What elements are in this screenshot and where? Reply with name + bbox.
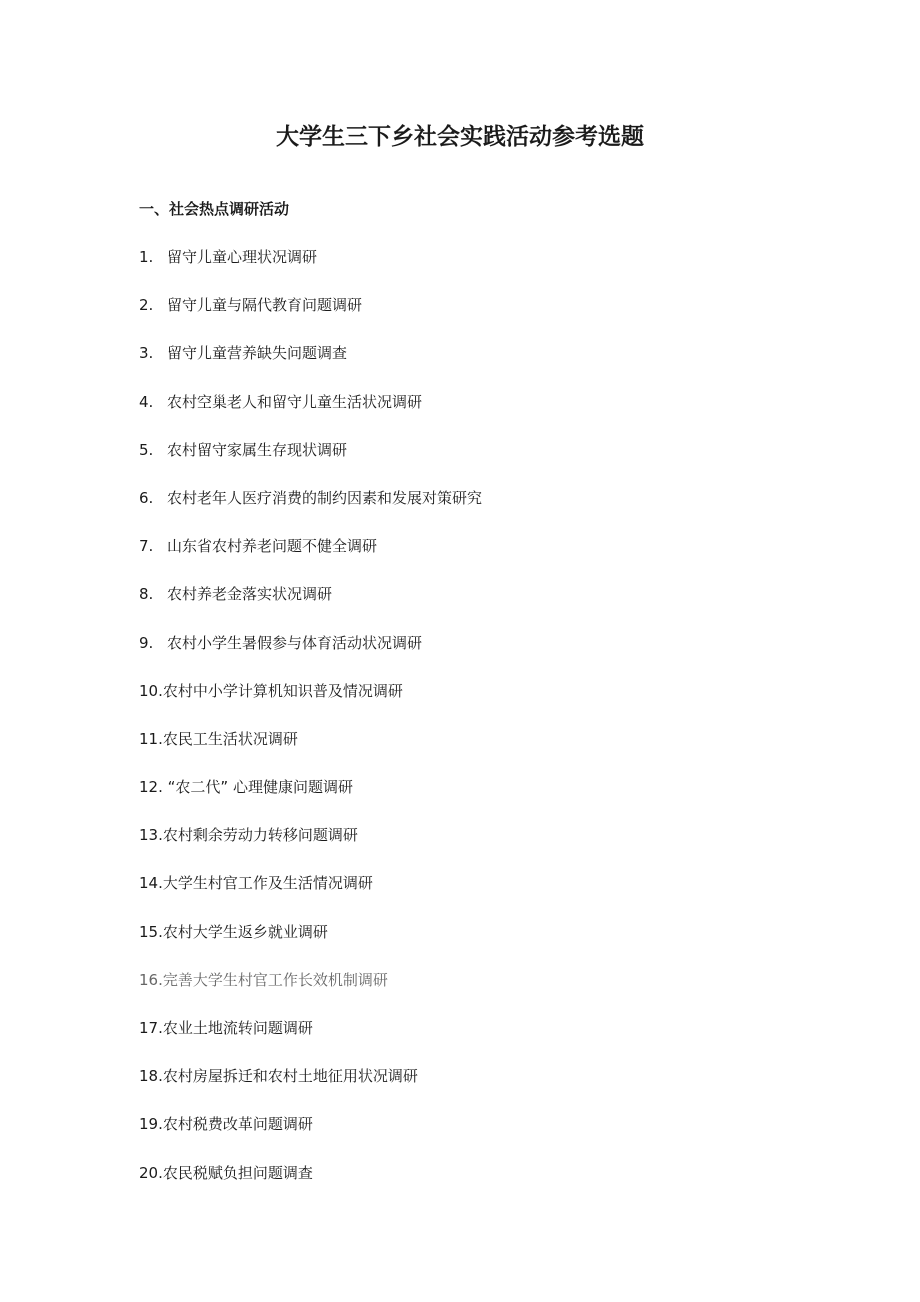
list-item [139,1064,482,1112]
list-item [139,534,482,582]
item-text: 农村养老金落实状况调研 [167,585,333,604]
list-item [139,390,482,438]
item-text: 山东省农村养老问题不健全调研 [167,537,378,556]
item-text: 农村小学生暑假参与体育活动状况调研 [167,633,423,652]
item-text: 完善大学生村官工作长效机制调研 [162,970,388,989]
list-item [139,871,482,919]
list-item [139,438,482,486]
list-item [139,582,482,630]
item-number: 14. [139,874,163,893]
item-text: 留守儿童与隔代教育问题调研 [167,296,363,315]
item-text: 农村税费改革问题调研 [162,1115,313,1134]
list-item [139,293,482,341]
item-text: 农村剩余劳动力转移问题调研 [162,826,358,845]
list-item [139,486,482,534]
document-title: 大学生三下乡社会实践活动参考选题 [276,124,644,150]
item-number: 8. [139,585,154,604]
item-number: 10. [139,681,163,700]
item-number: 2. [139,296,154,315]
list-item [139,341,482,389]
list-item [139,775,482,823]
item-number: 5. [139,440,154,459]
item-number: 4. [139,392,154,411]
item-number: 7. [139,537,154,556]
list-item [139,823,482,871]
list-item [139,1161,482,1209]
list-item [139,245,482,293]
item-text: 留守儿童心理状况调研 [167,248,318,266]
item-text: 留守儿童营养缺失问题调查 [167,344,348,363]
section-heading: 一、社会热点调研活动 [139,200,290,218]
list-item [139,1016,482,1064]
list-item [139,679,482,727]
item-number: 12. [139,778,163,797]
item-text: 农村留守家属生存现状调研 [167,440,348,459]
item-number: 19. [139,1115,163,1134]
list-item [139,968,482,1016]
item-number: 1. [139,248,154,266]
item-number: 3. [139,344,154,363]
item-text: 大学生村官工作及生活情况调研 [162,874,373,893]
list-item [139,631,482,679]
item-text: 农民税赋负担问题调查 [162,1163,313,1182]
item-text: 农村空巢老人和留守儿童生活状况调研 [167,392,423,411]
item-text: 农业土地流转问题调研 [162,1019,313,1037]
item-text: 农民工生活状况调研 [162,729,298,748]
item-number: 20. [139,1163,163,1182]
item-text: 农村老年人医疗消费的制约因素和发展对策研究 [167,488,483,507]
item-number: 15. [139,922,163,941]
item-number: 13. [139,826,163,845]
item-text: 农村中小学计算机知识普及情况调研 [162,681,403,700]
item-number: 16. [139,970,163,989]
item-number: 9. [139,633,154,652]
item-number: 6. [139,488,154,507]
list-item [139,727,482,775]
item-text: 农村房屋拆迁和农村土地征用状况调研 [162,1067,418,1086]
item-number: 11. [139,729,163,748]
list-item [139,920,482,968]
item-number: 17. [139,1019,163,1037]
item-number: 18. [139,1067,163,1086]
item-text: 农村大学生返乡就业调研 [162,922,328,941]
list-item [139,1112,482,1160]
item-text: “农二代” 心理健康问题调研 [167,778,353,797]
topic-list [139,245,482,1209]
